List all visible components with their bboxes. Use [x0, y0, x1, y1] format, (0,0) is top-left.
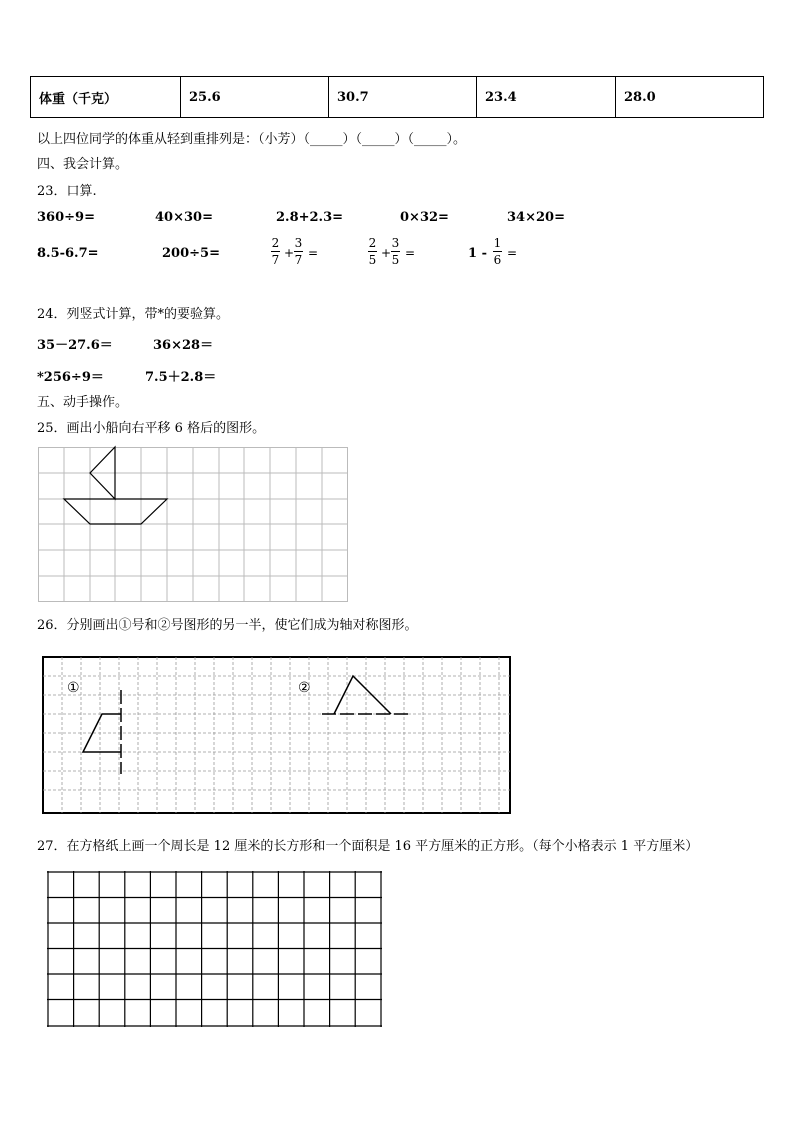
numerator: 3: [391, 236, 400, 250]
q23-item: 2.8+2.3=: [276, 210, 344, 225]
q23-title: 23．口算.: [37, 184, 97, 199]
equals-sign: =: [507, 246, 518, 260]
q23-item: 8.5-6.7=: [37, 246, 99, 261]
minuend: 1 -: [468, 246, 487, 261]
q24-item: 36×28＝: [153, 338, 214, 353]
plus-sign: +: [284, 246, 295, 260]
shape-2-label: ②: [298, 680, 311, 696]
q23-item: 34×20=: [507, 210, 565, 225]
denominator: 6: [493, 253, 502, 267]
q24-item: *256÷9＝: [37, 370, 104, 385]
fraction: [368, 236, 377, 267]
q27-title: 27．在方格纸上画一个周长是 12 厘米的长方形和一个面积是 16 平方厘米的正方形。（每个小格表示 1 平方厘米）: [37, 839, 699, 854]
section-5-title: 五、动手操作。: [37, 395, 129, 410]
numerator: 1: [493, 236, 502, 250]
table-cell: 28.0: [616, 77, 764, 118]
fraction: [391, 236, 400, 267]
numerator: 2: [368, 236, 377, 250]
fraction: [493, 236, 502, 267]
symmetry-grid: [42, 656, 511, 814]
fraction: [271, 236, 280, 267]
order-question: 以上四位同学的体重从轻到重排列是：（小芳）（_____）（_____）（_____）。: [37, 132, 467, 147]
table-cell: 25.6: [181, 77, 329, 118]
denominator: 5: [391, 253, 400, 267]
q23-item: 40×30=: [155, 210, 213, 225]
equals-sign: =: [308, 246, 319, 260]
q23-item: 200÷5=: [162, 246, 220, 261]
section-4-title: 四、我会计算。: [37, 157, 129, 172]
q26-title: 26．分别画出①号和②号图形的另一半，使它们成为轴对称图形。: [37, 618, 418, 633]
q24-item: 7.5＋2.8＝: [145, 370, 217, 385]
square-grid: [47, 871, 383, 1027]
boat-grid: [38, 447, 348, 602]
shape-2-half: [334, 676, 391, 714]
q24-title: 24．列竖式计算，带*的要验算。: [37, 307, 230, 322]
q23-item: 360÷9=: [37, 210, 95, 225]
denominator: 5: [368, 253, 377, 267]
table-cell: 30.7: [329, 77, 477, 118]
q23-item: 0×32=: [400, 210, 449, 225]
denominator: 7: [294, 253, 303, 267]
table-row: [31, 77, 764, 118]
table-header-cell: 体重（千克）: [31, 77, 181, 118]
table-cell: 23.4: [477, 77, 616, 118]
plus-sign: +: [381, 246, 392, 260]
numerator: 3: [294, 236, 303, 250]
numerator: 2: [271, 236, 280, 250]
weight-table: [30, 76, 764, 118]
equals-sign: =: [405, 246, 416, 260]
fraction: [294, 236, 303, 267]
q24-item: 35－27.6＝: [37, 338, 113, 353]
q25-title: 25．画出小船向右平移 6 格后的图形。: [37, 421, 266, 436]
denominator: 7: [271, 253, 280, 267]
shape-1-label: ①: [67, 680, 80, 696]
